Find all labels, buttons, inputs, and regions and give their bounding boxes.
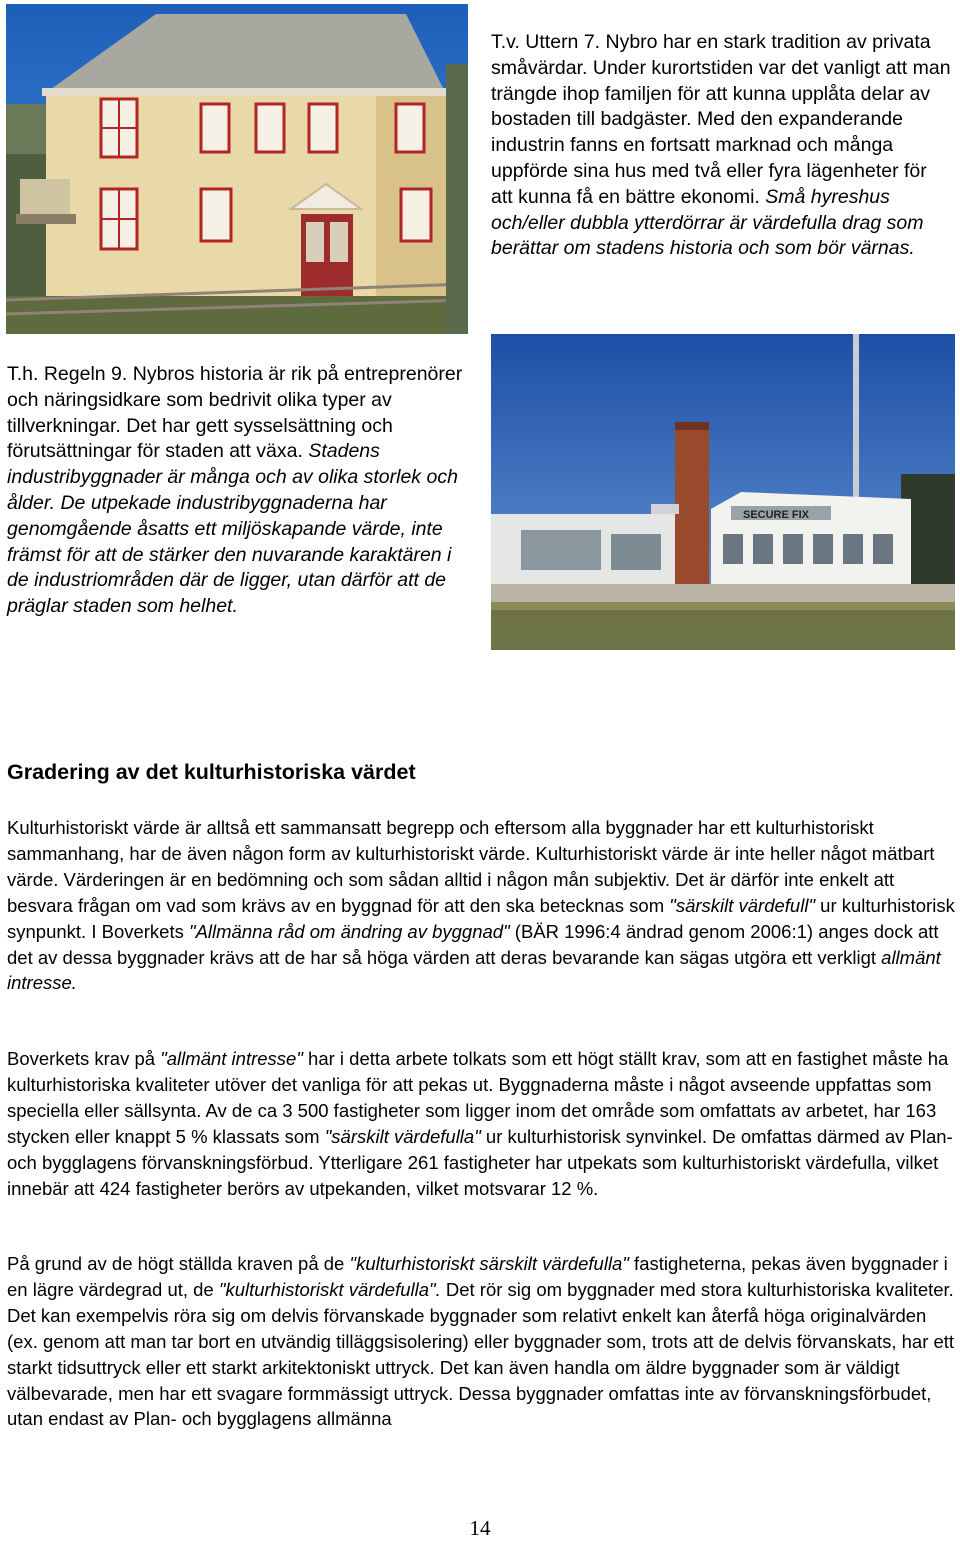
caption-industry-emphasis: Stadens industribyggnader är många och av olika storlek och ålder. De utpekade industribyggnaderna har genomgående åsatts ett miljöskapande värde, inte främst för att de stärker den nuvarande karaktären i de industriområden där de ligger, utan därför att de präglar staden som helhet.: [7, 440, 458, 618]
quoted-term: allmänt intresse.: [7, 946, 941, 994]
caption-industry: [7, 362, 469, 620]
paragraph-text: (BÄR 1996:4 ändrad genom 2006:1) anges dock att det av dessa byggnader krävs att de har så höga värden att deras bevarande kan sägas utgöra ett verkligt: [7, 920, 939, 968]
caption-industry-lead: T.h. Regeln 9. Nybros historia är rik på entreprenörer och näringsidkare som bedrivit olika typer av tillverkningar. Det har gett sysselsättning och förutsättningar för staden att växa.: [7, 363, 463, 463]
paragraph-text: ur kulturhistorisk synvinkel. De omfattas därmed av Plan- och bygglagens förvanskningsförbud. Ytterligare 261 fastigheter har utpekats som kulturhistoriskt värdefulla, vilket innebär att 424 fastigheter berörs av utpekanden, vilket motsvarar 12 %.: [7, 1125, 953, 1199]
house-photo-image: [6, 4, 468, 334]
caption-house-lead: T.v. Uttern 7. Nybro har en stark tradition av privata småvärdar. Under kurortstiden var det vanligt att man trängde ihop familjen för att kunna upplåta delar av bostaden till badgäster. Med den expanderande industrin fanns en fortsatt marknad och många uppförde sina hus med två eller fyra lägenheter för att kunna få en bättre ekonomi.: [491, 31, 951, 208]
quoted-term: "särskilt värdefull": [669, 894, 816, 916]
paragraph-text: På grund av de högt ställda kraven på de: [7, 1253, 350, 1274]
paragraph-text: Boverkets krav på: [7, 1048, 161, 1069]
body-paragraph: [7, 1251, 957, 1432]
caption-house-emphasis: Små hyreshus och/eller dubbla ytterdörrar är värdefulla drag som berättar om stadens historia och som bör värnas.: [491, 185, 924, 260]
quoted-term: "kulturhistoriskt särskilt värdefulla": [349, 1253, 629, 1274]
body-paragraph: [7, 1046, 957, 1201]
caption-house: [491, 30, 951, 262]
quoted-term: "allmänt intresse": [160, 1048, 303, 1069]
paragraph-text: Det rör sig om byggnader med stora kulturhistoriska kvaliteter. Det kan exempelvis röra sig om delvis förvanskade byggnader som relativt enkelt kan återfå höga originalvärden (ex. genom att man tar bort en utvändig tilläggsisolering) eller byggnader som, trots att de delvis förvanskats, har ett starkt tidsuttryck eller ett starkt arkitektoniskt uttryck. Det kan även handla om äldre byggnader som är väldigt välbevarade, men har ett svagare formmässigt uttryck. Dessa byggnader omfattas inte av förvanskningsförbudet, utan endast av Plan- och bygglagens allmänna: [7, 1278, 955, 1430]
paragraph-text: ur kulturhistorisk synpunkt. I Boverkets: [7, 894, 955, 942]
quoted-title: "Allmänna råd om ändring av byggnad": [189, 920, 510, 942]
industry-photo: [491, 334, 955, 650]
paragraph-text: har i detta arbete tolkats som ett högt ställt krav, som att en fastighet måste ha kulturhistoriska kvaliteter utöver det vanliga för att pekas ut. Byggnaderna måste i något avseende uppfattas som speciella eller sällsynta. Av de ca 3 500 fastigheter som ligger inom det område som omfattats av arbetet, har 163 stycken eller knappt 5 % klassats som: [7, 1048, 949, 1147]
section-heading: Gradering av det kulturhistoriska värdet: [7, 760, 416, 784]
quoted-term: "särskilt värdefulla": [324, 1125, 481, 1147]
house-photo: [6, 4, 468, 334]
quoted-term: "kulturhistoriskt värdefulla".: [218, 1278, 441, 1300]
page-number: 14: [469, 1516, 491, 1540]
paragraph-text: fastigheterna, pekas även byggnader i en lägre värdegrad ut, de: [7, 1253, 948, 1300]
industry-sign-text: SECURE FIX: [743, 509, 810, 521]
paragraph-text: Kulturhistoriskt värde är alltså ett sammansatt begrepp och eftersom alla byggnader har ett kulturhistoriskt sammanhang, har de även någon form av kulturhistoriskt värde. Kulturhistoriskt värde är inte heller något mätbart värde. Värderingen är en bedömning och som sådan alltid i någon mån subjektiv. Det är därför inte enkelt att besvara frågan om vad som krävs av en byggnad för att den ska betecknas som: [7, 817, 935, 916]
industry-photo-image: [491, 334, 955, 650]
body-paragraph: [7, 815, 957, 996]
